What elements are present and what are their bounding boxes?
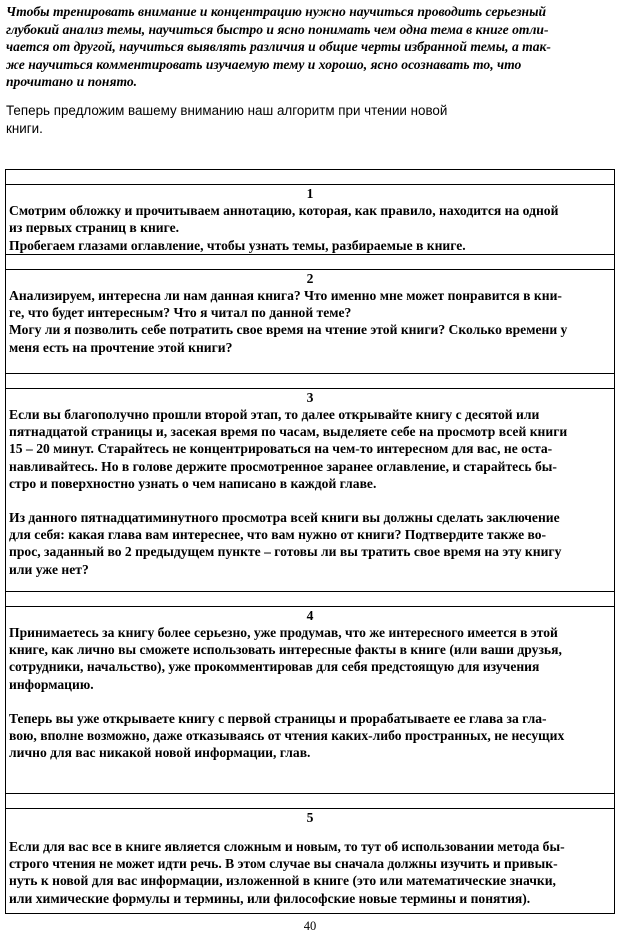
step-row [6, 185, 615, 255]
algorithm-table [5, 169, 615, 914]
intro-paragraph: Чтобы тренировать внимание и концентрацию нужно научиться проводить серьезный глубокий анализ темы, научиться быстро и ясно понимать чем одна тема в книге отли- чается от другой, научиться выявлять различия и общие черты избранной темы, а так- же научиться комментировать изучаемую тему и хорошо, ясно осознавать то, что прочитано и понято. [6, 4, 551, 90]
step-cell [6, 388, 615, 591]
table-gap-row [6, 591, 615, 606]
step-text: Анализируем, интересна ли нам данная книга? Что именно мне может понравится в кни- ге, что будет интересным? Что я читал по данной теме? Могу ли я позволить себе потратить свое время на чтение этой книги? Сколько времени у меня есть на прочтение этой книги? [9, 288, 568, 355]
table-gap-row [6, 793, 615, 808]
lead-paragraph: Теперь предложим вашему вниманию наш алгоритм при чтении новой книги. [6, 103, 448, 136]
table-gap-row [6, 254, 615, 269]
table-gap-row [6, 170, 615, 185]
step-row [6, 808, 615, 913]
page-number: 40 [303, 919, 317, 933]
step-number: 5 [306, 809, 314, 825]
step-text-continued: Теперь вы уже открываете книгу с первой страницы и прорабатываете ее глава за гла- вою, вполне возможно, даже отказываясь от чтения каких-либо пространных, не несущих лично для вас никакой новой информации, глав. [9, 710, 565, 761]
step-text: Если вы благополучно прошли второй этап, то далее открывайте книгу с десятой или пятнадцатой страницы и, засекая время по часам, выделяете себе на просмотр всей книги 15 – 20 минут. Старайтесь не концентрироваться на чем-то интересном для вас, не оста- навливайтесь. Но в голове держите просмотренное заранее оглавление, и старайтесь бы- стро и поверхностно узнать о чем написано в каждой главе. [9, 407, 568, 491]
step-text: Если для вас все в книге является сложным и новым, то тут об использовании метода бы- строго чтения не может идти речь. В этом случае вы сначала должны изучить и привык- нуть к новой для вас информации, изложенной в книге (это или математические значки, или химические формулы и термины, или философские новые термины и понятия). [9, 839, 565, 906]
step-cell [6, 808, 615, 913]
step-text: Принимаетесь за книгу более серьезно, уже продумав, что же интересного имеется в этой книге, как лично вы сможете использовать интересные факты в книге (или ваши друзья, сотрудники, начальство), уже прокомментировав для себя предстоящую для изучения информацию. [9, 625, 562, 692]
step-text: Смотрим обложку и прочитываем аннотацию, которая, как правило, находится на одной из первых страниц в книге. Пробегаем глазами оглавление, чтобы узнать темы, разбираемые в книге. [9, 203, 559, 253]
step-row [6, 388, 615, 591]
step-cell [6, 606, 615, 793]
step-number: 2 [306, 270, 314, 286]
step-cell [6, 269, 615, 373]
step-number: 4 [306, 607, 314, 623]
step-number: 1 [306, 186, 314, 201]
step-row [6, 606, 615, 793]
step-cell [6, 185, 615, 255]
step-number: 3 [306, 389, 314, 405]
table-gap-row [6, 373, 615, 388]
step-text-continued: Из данного пятнадцатиминутного просмотра всей книги вы должны сделать заключение для себя: какая глава вам интереснее, что вам нужно от книги? Подтвердите также во- прос, заданный во 2 предыдущем пункте – готовы ли вы тратить свое время на эту книгу или уже нет? [9, 510, 562, 577]
step-row [6, 269, 615, 373]
